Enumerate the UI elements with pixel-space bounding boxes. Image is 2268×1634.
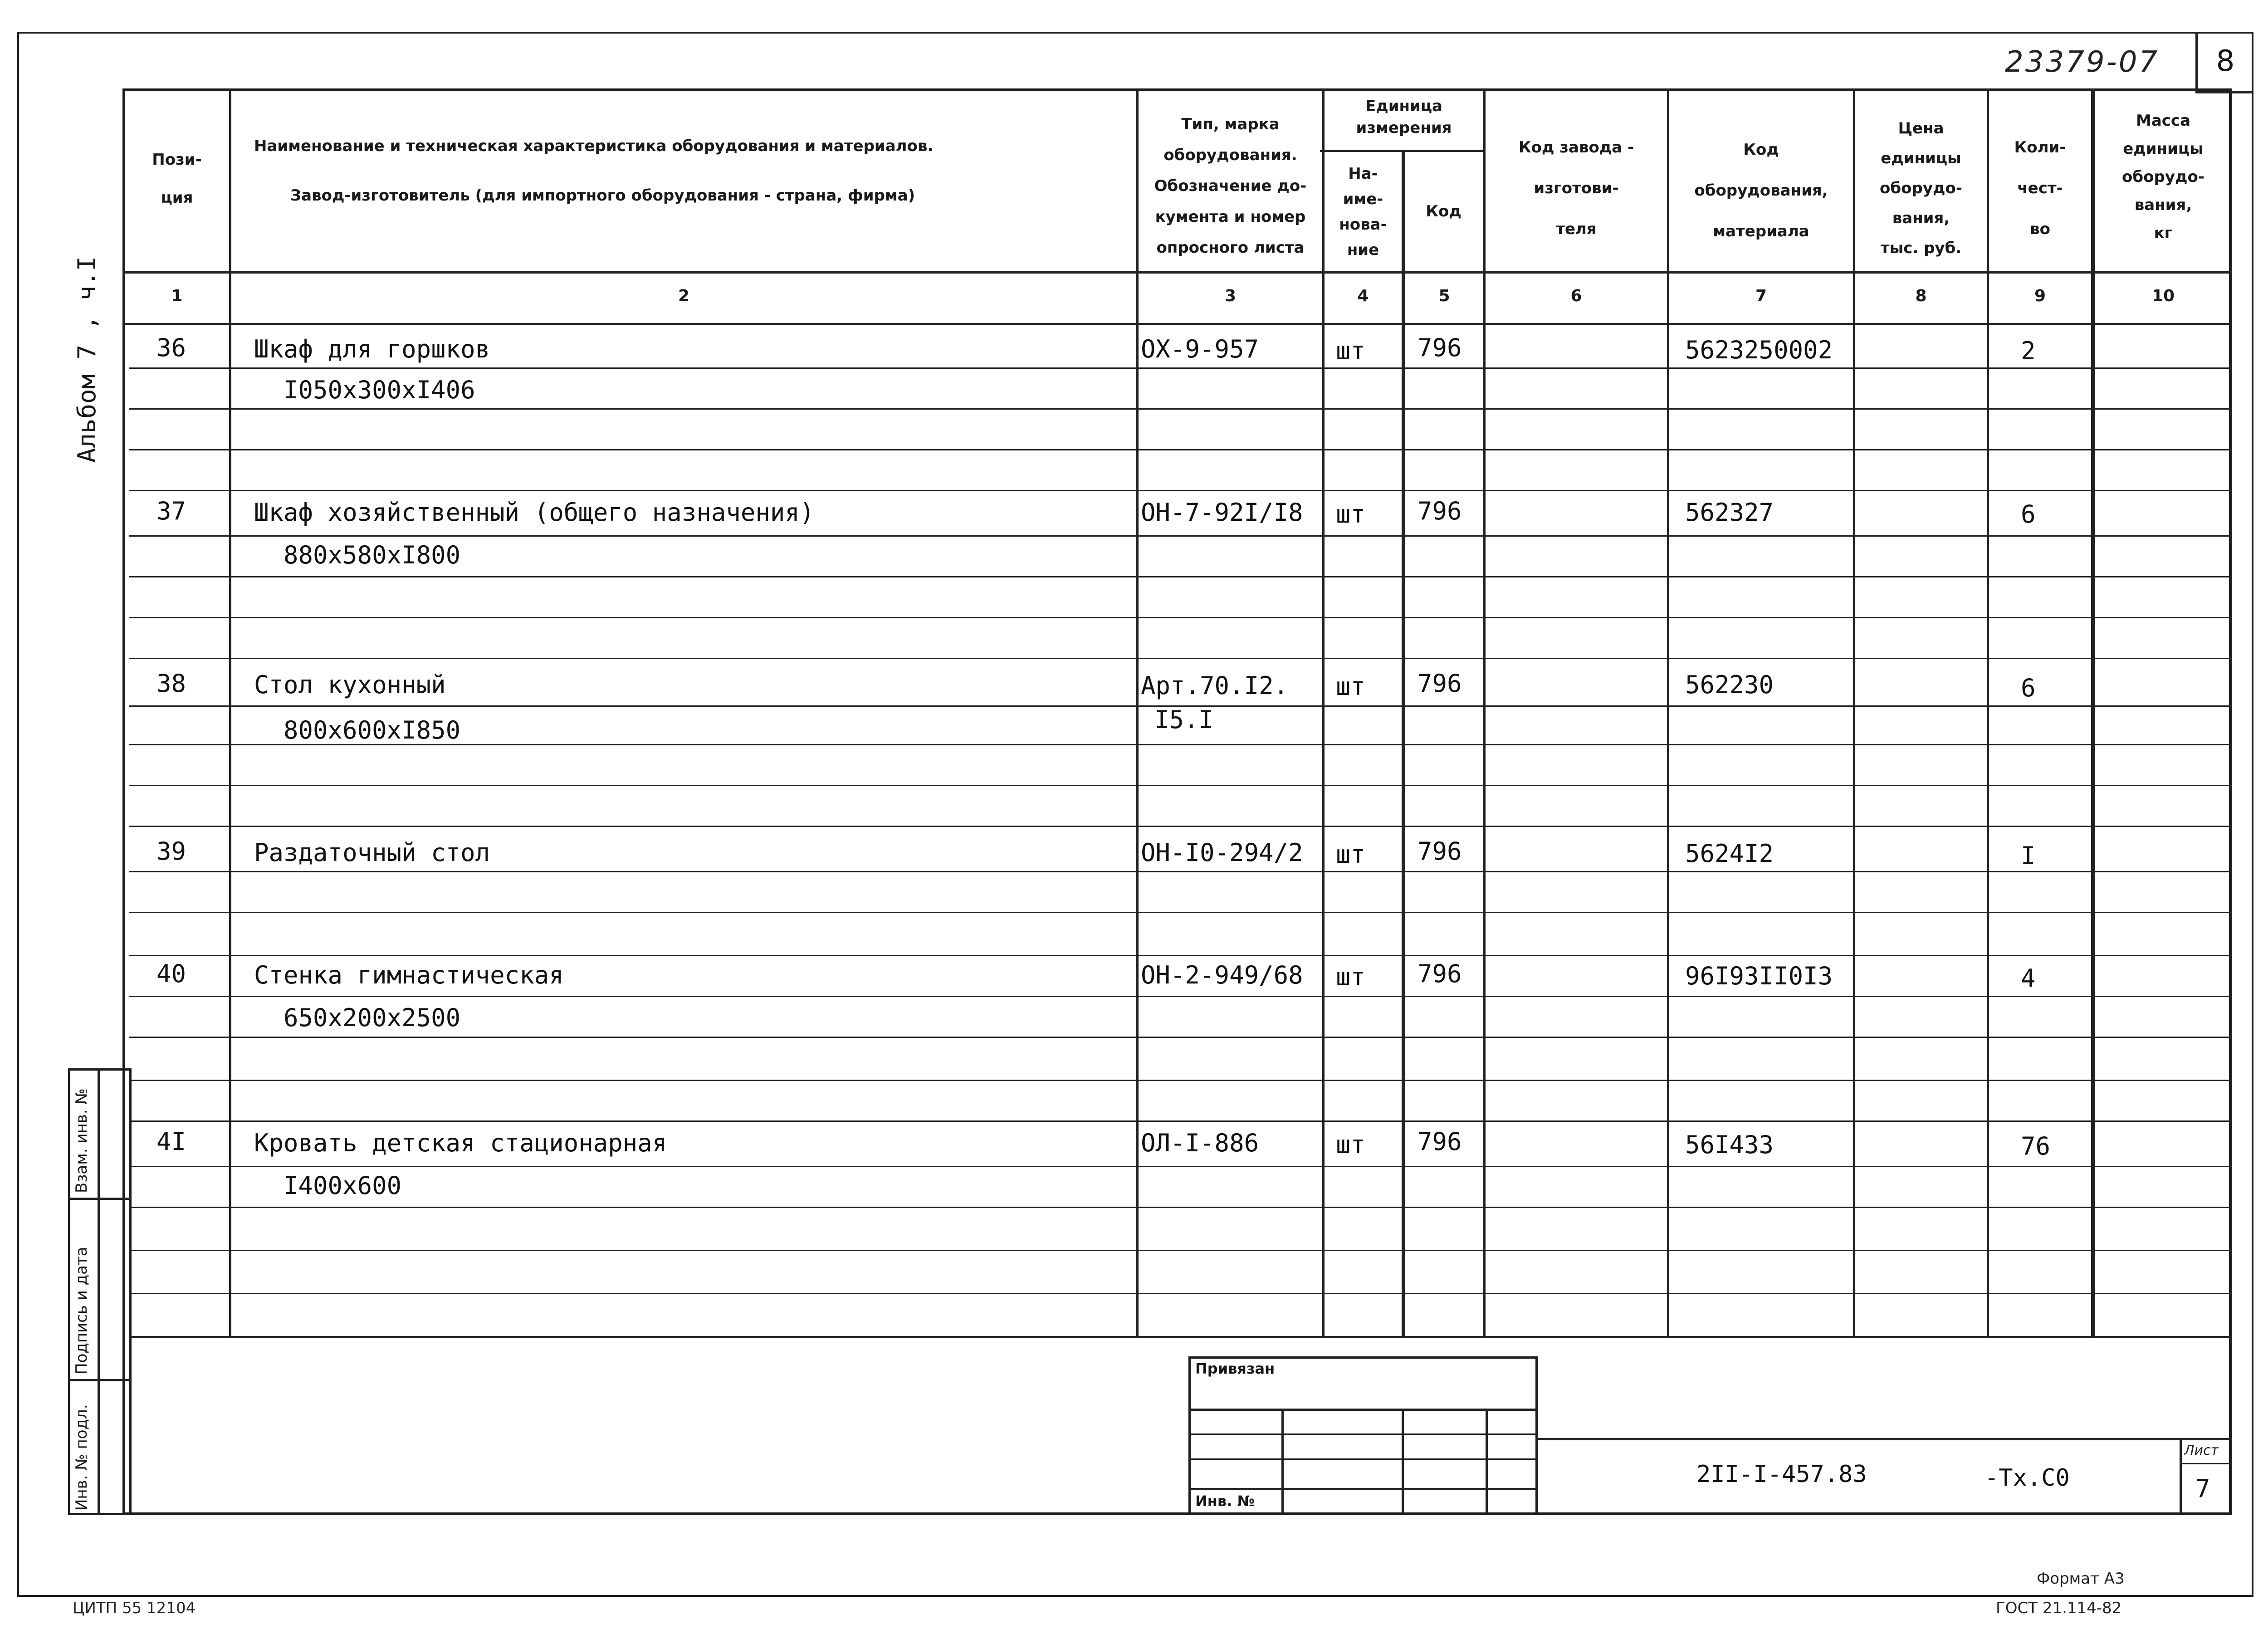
row-rule: [129, 1293, 2232, 1294]
row-rule: [129, 955, 2232, 956]
row-38-dims: 800x600xI850: [284, 716, 461, 744]
row-38-pos: 38: [156, 669, 186, 698]
row-40-type: ОН-2-949/68: [1141, 961, 1303, 989]
footer-left: ЦИТП 55 12104: [73, 1599, 196, 1617]
row-rule: [129, 1166, 2232, 1167]
col-line-6: [1667, 88, 1669, 1336]
header-name-line1: Наименование и техническая характеристика оборудования и материалов.: [254, 137, 934, 155]
row-40-unit: шт: [1336, 963, 1366, 991]
row-rule: [129, 617, 2232, 618]
row-37-equip-code: 562327: [1685, 498, 1774, 527]
row-37-code: 796: [1418, 497, 1462, 525]
row-rule: [129, 449, 2232, 450]
col-line-5: [1483, 88, 1486, 1336]
row-rule: [129, 367, 2232, 369]
privyazan-vline-2: [1402, 1409, 1404, 1515]
list-label: Лист: [2184, 1443, 2219, 1458]
side-stamp-line-1: [68, 1198, 132, 1200]
row-37-name: Шкаф хозяйственный (общего назначения): [254, 498, 815, 527]
row-rule: [129, 490, 2232, 491]
row-36-name: Шкаф для горшков: [254, 335, 490, 363]
privyazan-vline-3: [1486, 1409, 1488, 1515]
header-qty: Коли- чест- во: [2014, 138, 2066, 238]
row-38-code: 796: [1418, 669, 1462, 698]
row-36-qty: 2: [2021, 337, 2036, 365]
row-rule: [129, 1207, 2232, 1208]
header-type: Тип, марка оборудования. Обозначение до- кумента и номер опросного листа: [1154, 115, 1307, 257]
col-line-3: [1322, 88, 1325, 1336]
header-name-line2: Завод-изготовитель (для импортного оборудования - страна, фирма): [290, 186, 915, 205]
album-label: Альбом 7 , ч.I: [73, 256, 101, 463]
row-40-pos: 40: [156, 959, 186, 988]
footer-gost: ГОСТ 21.114-82: [1996, 1599, 2122, 1617]
inv-no-label: Инв. №: [1195, 1492, 1255, 1510]
row-41-type: ОЛ-I-886: [1141, 1129, 1259, 1157]
designation-suffix: -Тх.С0: [1984, 1464, 2070, 1492]
row-rule: [129, 1120, 2232, 1122]
row-38-type: Арт.70.I2.: [1141, 671, 1289, 700]
row-40-name: Стенка гимнастическая: [254, 961, 564, 989]
row-38-equip-code: 562230: [1685, 670, 1774, 699]
col-number-10: 10: [2151, 287, 2175, 305]
row-39-equip-code: 5624I2: [1685, 839, 1774, 868]
list-box-divider: [2180, 1438, 2182, 1515]
side-label-inv: Инв. № подл.: [73, 1404, 91, 1511]
header-unit-code: Код: [1426, 202, 1461, 220]
row-rule: [129, 535, 2232, 537]
header-price: Цена единицы оборудо- вания, тыс. руб.: [1880, 119, 1962, 257]
row-rule: [129, 1250, 2232, 1251]
header-mass: Масса единицы оборудо- вания, кг: [2122, 112, 2204, 242]
row-rule: [129, 912, 2232, 913]
col-line-1: [229, 88, 231, 1336]
row-38-unit: шт: [1336, 672, 1366, 701]
header-factory-code: Код завода - изготови- теля: [1518, 138, 1634, 238]
privyazan-label: Привязан: [1195, 1360, 1275, 1377]
row-41-dims: I400x600: [284, 1171, 402, 1200]
row-38-type2: I5.I: [1154, 705, 1214, 734]
row-39-code: 796: [1418, 837, 1462, 866]
col-number-9: 9: [2034, 287, 2046, 305]
header-pos: Пози- ция: [152, 151, 202, 207]
col-line-9: [2091, 88, 2095, 1336]
header-unit-name: На- име- нова- ние: [1339, 165, 1387, 259]
header-unit: Единица измерения: [1356, 97, 1452, 137]
sheet-number-top: 8: [2195, 32, 2253, 93]
col-line-4: [1402, 150, 1405, 1336]
col-number-1: 1: [171, 287, 183, 305]
row-37-unit: шт: [1336, 500, 1366, 528]
row-40-qty: 4: [2021, 964, 2036, 993]
row-38-qty: 6: [2021, 674, 2036, 702]
side-label-podpis: Подпись и дата: [73, 1247, 91, 1375]
row-36-pos: 36: [156, 333, 186, 362]
row-rule: [129, 785, 2232, 786]
col-number-5: 5: [1438, 287, 1450, 305]
row-36-type: ОХ-9-957: [1141, 335, 1259, 363]
side-stamp-divider: [98, 1068, 100, 1515]
row-rule: [129, 871, 2232, 872]
col-number-4: 4: [1357, 287, 1369, 305]
row-rule: [129, 1037, 2232, 1038]
row-41-qty: 76: [2021, 1132, 2051, 1160]
row-40-equip-code: 96I93II0I3: [1685, 962, 1833, 990]
row-41-pos: 4I: [156, 1127, 186, 1156]
col-line-8: [1987, 88, 1989, 1336]
row-39-pos: 39: [156, 837, 186, 866]
col-number-3: 3: [1224, 287, 1237, 305]
row-36-code: 796: [1418, 333, 1462, 362]
row-37-type: ОН-7-92I/I8: [1141, 498, 1303, 527]
row-36-equip-code: 5623250002: [1685, 336, 1833, 364]
row-41-name: Кровать детская стационарная: [254, 1129, 667, 1157]
col-number-8: 8: [1915, 287, 1927, 305]
col-number-2: 2: [678, 287, 690, 305]
row-41-code: 796: [1418, 1127, 1462, 1156]
row-rule: [129, 576, 2232, 577]
row-rule: [129, 658, 2232, 659]
row-39-type: ОН-I0-294/2: [1141, 838, 1303, 867]
row-39-name: Раздаточный стол: [254, 838, 490, 867]
row-rule: [129, 1080, 2232, 1081]
row-39-qty: I: [2021, 841, 2036, 870]
designation: 2II-I-457.83: [1696, 1461, 1867, 1488]
row-40-dims: 650x200x2500: [284, 1003, 461, 1032]
row-37-qty: 6: [2021, 500, 2036, 528]
row-rule: [129, 826, 2232, 827]
row-rule: [129, 408, 2232, 410]
list-number: 7: [2195, 1474, 2210, 1503]
row-39-unit: шт: [1336, 840, 1366, 869]
row-37-pos: 37: [156, 497, 186, 525]
row-38-name: Стол кухонный: [254, 670, 446, 699]
row-40-code: 796: [1418, 959, 1462, 988]
row-36-dims: I050x300xI406: [284, 376, 475, 404]
title-block-top-line: [1538, 1438, 2232, 1440]
list-box-line: [2180, 1463, 2232, 1464]
row-41-equip-code: 56I433: [1685, 1130, 1774, 1159]
row-37-dims: 880x580xI800: [284, 541, 461, 569]
col-numbers-bottom-line: [122, 323, 2232, 325]
row-rule: [129, 996, 2232, 997]
col-line-2: [1136, 88, 1139, 1336]
row-36-unit: шт: [1336, 337, 1366, 365]
header-bottom-line: [122, 271, 2232, 274]
col-number-7: 7: [1755, 287, 1767, 305]
col-number-6: 6: [1570, 287, 1582, 305]
privyazan-vline-1: [1281, 1409, 1284, 1515]
side-label-vzam: Взам. инв. №: [73, 1088, 91, 1193]
header-equip-code: Код оборудования, материала: [1694, 141, 1828, 240]
col-line-7: [1853, 88, 1855, 1336]
row-rule: [129, 1336, 2232, 1338]
document-number: 23379-07: [2005, 45, 2160, 79]
footer-format: Формат А3: [2037, 1570, 2125, 1588]
side-stamp-line-2: [68, 1379, 132, 1381]
row-41-unit: шт: [1336, 1130, 1366, 1159]
